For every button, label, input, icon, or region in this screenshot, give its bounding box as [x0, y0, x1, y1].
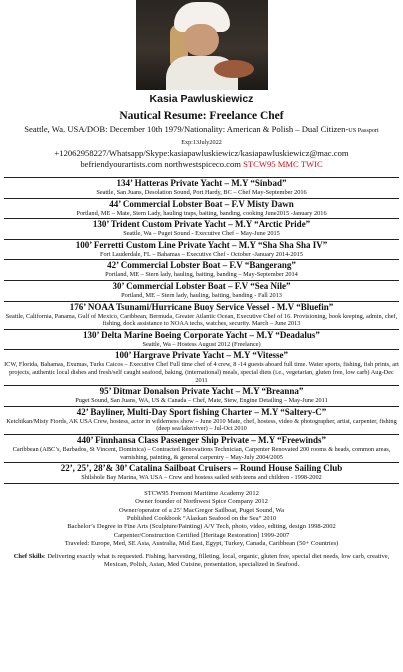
job-details: Puget Sound, San Juans, WA, US & Canada – Chef, Mate, Stew, Engine Detailing – May-June 2011: [75, 397, 328, 405]
personal-info: [4, 124, 399, 170]
job-heading: 42’ Commercial Lobster Boat – F.V “Bangerang”: [4, 259, 399, 271]
job-heading: 44’ Commercial Lobster Boat – F.V Misty Dawn: [4, 198, 399, 210]
job-details: Portland, ME – Stern lady, hauling, baiting, banding – May-September 2014: [105, 271, 298, 279]
job-details: Seattle, California, Panama, Gulf of Mexico, Caribbean, Bermuda, Greater Atlantic Ocean, Executive Chef of 16. Provisioning, book keeping, admin, chef, fishing, dock assistance to NOAA techs, watches, security. March – June 2013: [5, 312, 398, 328]
job-details: Seattle, San Juans, Desolation Sound, Port Hardy, BC – Chef May-September 2016: [96, 189, 307, 196]
job-details: Shilshole Bay Marina, WA USA – Crew and hostess sailed with teens and children - 1998-2002: [81, 474, 322, 482]
credential-item: Bachelor’s Degree in Fine Arts (Sculpture/Painting) A/V Tech, photo, video, editing, design 1998-2002: [67, 523, 336, 531]
job-entry: [4, 218, 399, 238]
job-details: ICW, Florida, Bahamas, Exumas, Turks Caicos – Executive Chef Full time chef of 4 crew, 8 -14 guests aboard full time. Water sports, fishing, fish prints, art projects, authentic local dishes and fresh/self caught seafood, baking, (international) meals, special diets (i.e., vegetarian, gluten free, low carb) Aug-Dec 2011: [4, 361, 399, 384]
seafood-dish: [214, 60, 254, 78]
job-entry: [4, 198, 399, 218]
job-details: Portland, ME – Stern lady, hauling, baiting, banding - Fall 2013: [121, 291, 282, 299]
chef-photo: [136, 0, 268, 90]
job-heading: 42’ Bayliner, Multi-Day Sport fishing Charter – M.Y “Saltery-C”: [4, 406, 399, 418]
job-entry: [4, 406, 399, 433]
job-heading: 22’, 25’, 28’& 30’ Catalina Sailboat Cruisers – Round House Sailing Club: [4, 462, 399, 474]
passport-expiry: US Passport Exp:13July2022: [181, 127, 379, 146]
job-details: Seattle, Wa – Puget Sound - Executive Chef – May-June 2015: [123, 230, 280, 238]
job-entry: [4, 385, 399, 405]
job-heading: 134’ Hatteras Private Yacht – M.Y “Sinbad”: [4, 177, 399, 189]
resume-body: [4, 109, 399, 569]
person-name: Kasia Pawluskiewicz: [149, 93, 254, 105]
job-details: Caribbean (ABC’s, Barbados, St Vincent, Dominica) – Contracted Renovations Technician, Carpenter Renovated 200 rooms & heads, common areas, varnishing, painting, & general carpentry – May-July 2004/2005: [12, 445, 391, 461]
job-details: Fort Lauderdale, FL – Bahamas – Executive Chef - October -January 2014-2015: [100, 250, 303, 258]
credential-item: Traveled: Europe, Med, SE Asia, Australia, Mid East, Egypt, Turkey, Canada, Caribbean (50+ Countries): [64, 540, 339, 548]
chef-skills: [4, 553, 399, 569]
job-heading: 130’ Delta Marine Boeing Corporate Yacht – M.Y “Deadalus”: [4, 329, 399, 341]
credential-item: Owner/operator of a 25’ MacGregor Sailboat, Puget Sound, Wa: [119, 506, 284, 514]
resume-title: Nautical Resume: Freelance Chef: [119, 110, 284, 122]
job-details: Ketchikan/Misty Fiords, AK USA Crew, hostess, actor in wilderness show – June 2010 Mate, chef, hostess, video & photographer, artist, carpenter, fishing (deep sea/lake/river) – Jul-Oct 2010: [6, 417, 397, 433]
credential-item: STCW95 Fremont Maritime Academy 2012: [144, 489, 259, 497]
job-heading: 30’ Commercial Lobster Boat – F.V “Sea Nile”: [4, 280, 399, 292]
contact-line: +12062958227/Whatsapp/Skype:kasiapawluskiewicz/kasiapawluskiewicz@mac.com: [54, 148, 349, 158]
chef-skills-text: : Delivering exactly what is requested. Fishing, harvesting, filleting, local, organic, gluten free, special diet needs, low carb, creative, Mexican, Polish, Asian, Med Cuisine, presentation, specialized in Seafood.: [43, 552, 390, 568]
job-heading: 100’ Hargrave Private Yacht – M.Y “Vitesse”: [4, 349, 399, 361]
job-heading: 440’ Finnhansa Class Passenger Ship Private – M.Y “Freewinds”: [4, 434, 399, 446]
credential-item: Owner founder of Northwest Spice Company 2012: [135, 498, 268, 506]
job-heading: 130’ Trident Custom Private Yacht – M.Y “Arctic Pride”: [4, 218, 399, 230]
job-entry: [4, 239, 399, 259]
job-details: Portland, ME – Mate, Stern Lady, hauling traps, baiting, banding, cooking June2015 -January 2016: [76, 209, 327, 217]
job-details: Seattle, Wa – Hostess August 2012 (Freelance): [142, 340, 261, 348]
job-entry: [4, 280, 399, 300]
job-heading: 95’ Ditmar Donalson Private Yacht – M.Y “Breanna”: [4, 385, 399, 397]
job-entry: [4, 259, 399, 279]
job-entry: [4, 329, 399, 349]
info-line-1: Seattle, Wa. USA/DOB: December 10th 1979/Nationality: American & Polish – Dual Citizen-: [24, 124, 349, 134]
job-entry: [4, 301, 399, 328]
job-heading: 100’ Ferretti Custom Line Private Yacht – M.Y “Sha Sha Sha IV”: [4, 239, 399, 251]
credentials-list: [4, 490, 399, 549]
credential-item: Carpenter/Construction Certified [Heritage Restoration] 1999-2007: [113, 531, 290, 539]
job-entry: [4, 434, 399, 461]
credential-item: Published Cookbook “Alaskan Seafood on the Sea” 2010: [126, 514, 277, 522]
job-entry: [4, 177, 399, 197]
websites-line: befriendyourartists.com northwestspiceco.com: [80, 159, 244, 169]
job-heading: 176’ NOAA Tsunami/Hurricane Buoy Service Vessel - M.V “Bluefin”: [4, 301, 399, 313]
certifications-badge: STCW95 MMC TWIC: [243, 159, 323, 169]
chef-skills-label: Chef Skills: [13, 552, 44, 560]
job-entry: [4, 462, 399, 482]
job-entry: [4, 349, 399, 384]
